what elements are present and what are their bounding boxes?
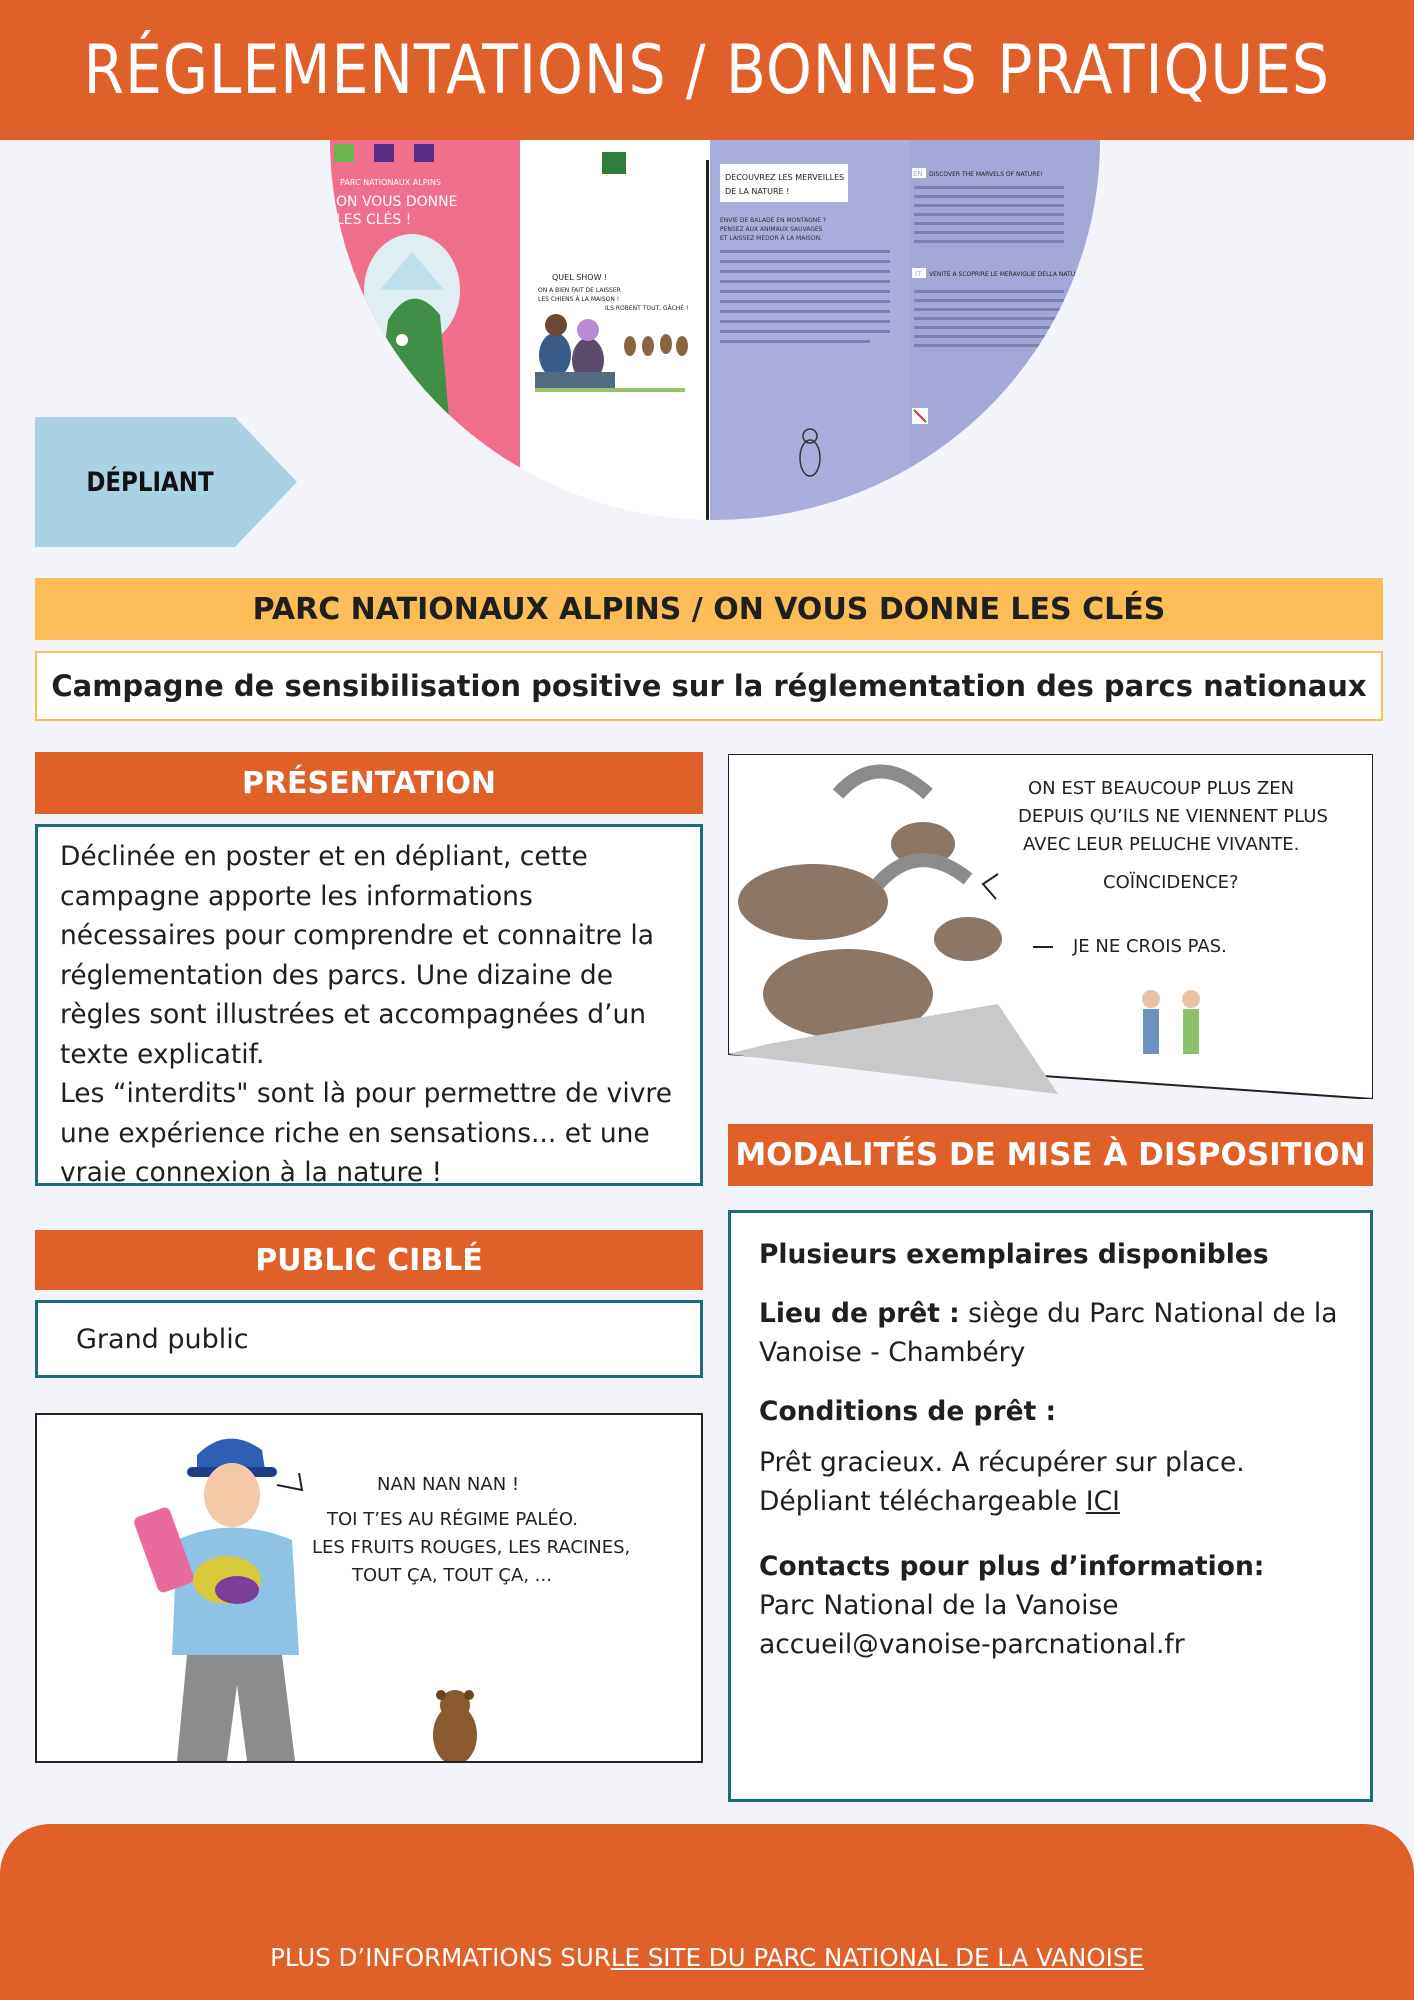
modalites-box bbox=[728, 1210, 1373, 1802]
brochure-p3-title-1: DÉCOUVREZ LES MERVEILLES bbox=[725, 173, 845, 182]
page-footer bbox=[0, 1824, 1414, 2000]
brochure-p3-lead-1: ENVIE DE BALADE EN MONTAGNE ? bbox=[720, 217, 827, 224]
brochure-bubble-4: ILS ROBENT TOUT, GÂCHÉ ! bbox=[605, 305, 689, 312]
depliant-label: DÉPLIANT bbox=[86, 466, 214, 498]
contact-email[interactable]: accueil@vanoise-parcnational.fr bbox=[759, 1629, 1185, 1660]
depliant-tag bbox=[35, 417, 297, 547]
brochure-bubble-2: ON A BIEN FAIT DE LAISSER bbox=[538, 287, 621, 294]
modalites-heading: MODALITÉS DE MISE À DISPOSITION bbox=[728, 1124, 1373, 1186]
contact-org: Parc National de la Vanoise bbox=[759, 1590, 1119, 1621]
footer-prefix: PLUS D’INFORMATIONS SUR bbox=[270, 1942, 611, 1972]
comic-hiker-illustration bbox=[37, 1415, 701, 1761]
conditions-line-2: Dépliant téléchargeable bbox=[759, 1486, 1086, 1517]
footer-link[interactable]: LE SITE DU PARC NATIONAL DE LA VANOISE bbox=[610, 1942, 1144, 1972]
comic2-line-2: DEPUIS QU’ILS NE VIENNENT PLUS bbox=[1018, 806, 1328, 827]
lieu-label: Lieu de prêt : bbox=[759, 1298, 960, 1329]
brochure-p3-lead-2: PENSEZ AUX ANIMAUX SAUVAGES bbox=[720, 226, 823, 233]
comic2-line-3: AVEC LEUR PELUCHE VIVANTE. bbox=[1023, 834, 1300, 855]
comic1-line-3: LES FRUITS ROUGES, LES RACINES, bbox=[312, 1537, 631, 1558]
brochure-bubble-1: QUEL SHOW ! bbox=[552, 273, 608, 282]
campaign-title: PARC NATIONAUX ALPINS / ON VOUS DONNE LES CLÉS bbox=[35, 578, 1383, 640]
brochure-cover-slogan-2: LES CLÉS ! bbox=[336, 212, 412, 228]
brochure-illustration bbox=[330, 140, 1100, 520]
lieu-value: siège du Parc National de la Vanoise - Chambéry bbox=[759, 1298, 1338, 1368]
brochure-p3-lead-3: ET LAISSEZ MÉDOR À LA MAISON. bbox=[720, 235, 823, 242]
presentation-heading: PRÉSENTATION bbox=[35, 752, 703, 814]
page-title: RÉGLEMENTATIONS / BONNES PRATIQUES bbox=[83, 30, 1331, 110]
comic-ibex-illustration bbox=[728, 754, 1373, 1099]
comic2-line-1: ON EST BEAUCOUP PLUS ZEN bbox=[1028, 778, 1295, 799]
presentation-paragraph-2: Les “interdits" sont là pour permettre de vivre une expérience riche en sensations... et une vraie connexion à la nature ! bbox=[60, 1078, 673, 1188]
conditions-line-1: Prêt gracieux. A récupérer sur place. bbox=[759, 1447, 1245, 1478]
contacts-label: Contacts pour plus d’information: bbox=[759, 1551, 1265, 1582]
brochure-preview bbox=[330, 140, 1100, 520]
brochure-cover-slogan-1: ON VOUS DONNE bbox=[336, 194, 458, 210]
presentation-box bbox=[35, 824, 703, 1186]
comic2-line-5: JE NE CROIS PAS. bbox=[1073, 936, 1227, 957]
comic-hiker-marmot bbox=[35, 1413, 703, 1763]
presentation-paragraph-1: Déclinée en poster et en dépliant, cette campagne apporte les informations nécessaires pour comprendre et connaitre la réglementation des parcs. Une dizaine de règles sont illustrées et accompagnées d’un texte explicatif. bbox=[60, 841, 654, 1070]
comic2-line-4: COÏNCIDENCE? bbox=[1103, 872, 1239, 893]
brochure-en-title: DISCOVER THE MARVELS OF NATURE! bbox=[929, 171, 1043, 178]
public-value: Grand public bbox=[76, 1323, 249, 1355]
comic1-line-1: NAN NAN NAN ! bbox=[377, 1474, 520, 1495]
download-link[interactable]: ICI bbox=[1085, 1486, 1120, 1517]
brochure-it-tag: IT bbox=[915, 270, 922, 278]
brochure-p3-title-2: DE LA NATURE ! bbox=[725, 187, 790, 196]
comic-ibex bbox=[728, 754, 1373, 1099]
brochure-cover-title: PARC NATIONAUX ALPINS bbox=[340, 178, 441, 187]
comic1-line-4: TOUT ÇA, TOUT ÇA, ... bbox=[352, 1565, 552, 1586]
brochure-it-title: VENITE A SCOPRIRE LE MERAVIGLIE DELLA NATURA! bbox=[929, 271, 1086, 278]
campaign-subtitle: Campagne de sensibilisation positive sur la réglementation des parcs nationaux bbox=[35, 651, 1383, 721]
public-box bbox=[35, 1300, 703, 1378]
copies-available: Plusieurs exemplaires disponibles bbox=[759, 1239, 1269, 1270]
brochure-bubble-3: LES CHIENS À LA MAISON ! bbox=[538, 296, 620, 303]
conditions-label: Conditions de prêt : bbox=[759, 1396, 1057, 1427]
brochure-en-tag: EN bbox=[913, 170, 923, 178]
public-heading: PUBLIC CIBLÉ bbox=[35, 1230, 703, 1290]
page-header bbox=[0, 0, 1414, 140]
comic1-line-2: TOI T’ES AU RÉGIME PALÉO. bbox=[327, 1509, 578, 1530]
